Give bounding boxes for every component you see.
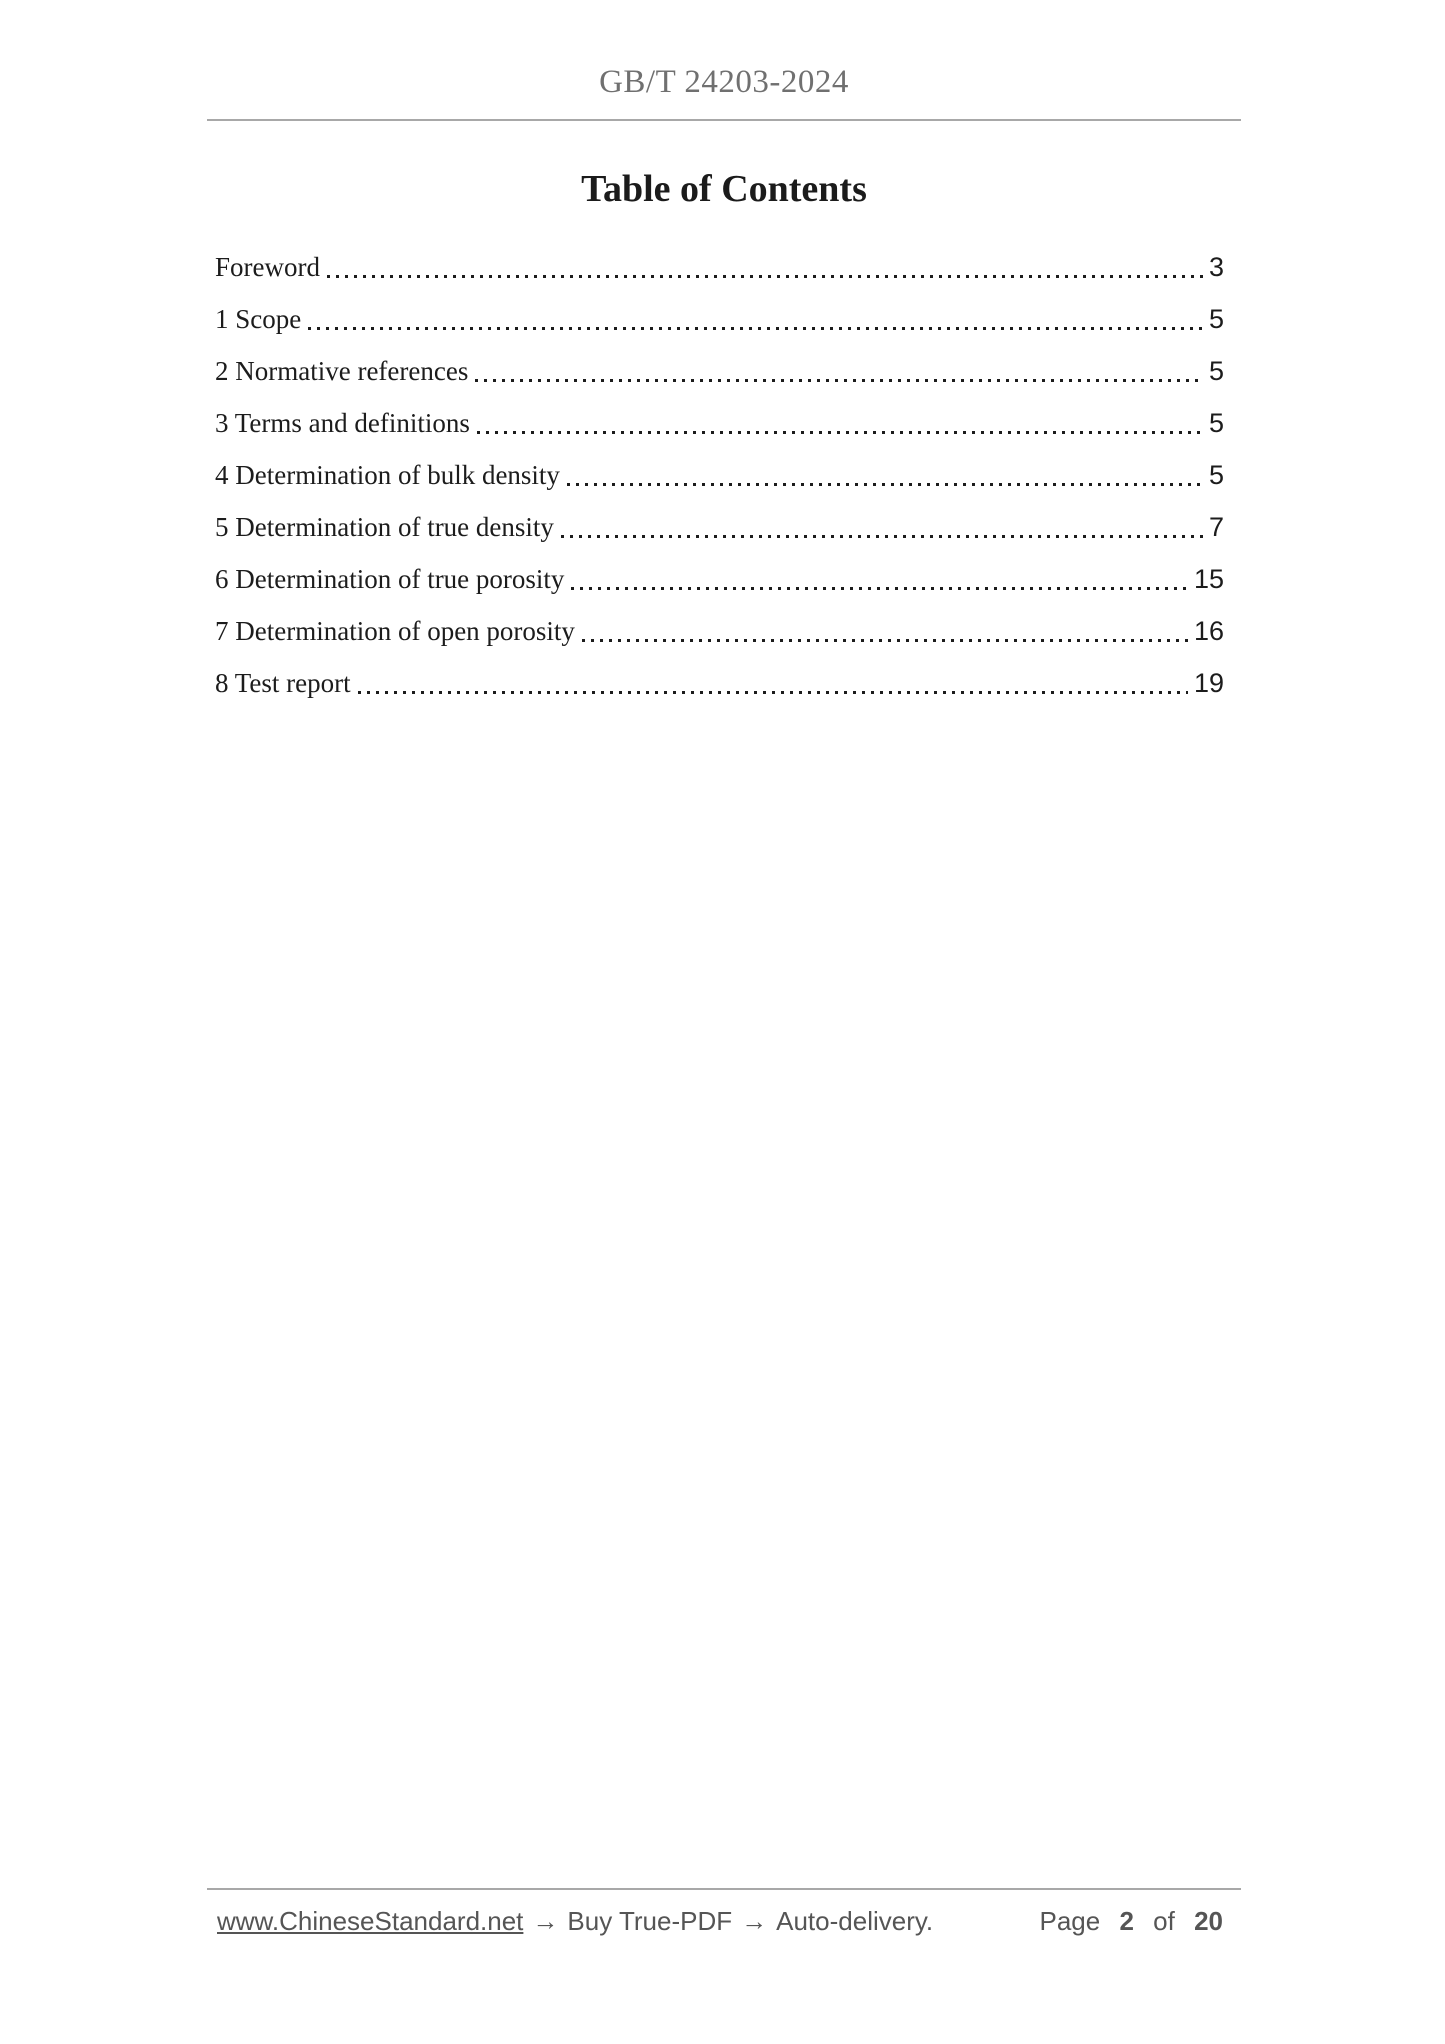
toc-leader-dots — [475, 345, 1203, 397]
footer-website-link[interactable]: www.ChineseStandard.net — [217, 1906, 524, 1936]
toc-entry-label: 6 Determination of true porosity — [215, 563, 565, 594]
toc-entry-terms-definitions[interactable] — [207, 397, 1241, 449]
page-indicator — [1039, 1903, 1241, 1939]
toc-entry-page: 5 — [1208, 303, 1224, 334]
footer-delivery-text: Auto-delivery. — [776, 1906, 934, 1936]
toc-entry-test-report[interactable] — [207, 657, 1241, 709]
toc-entry-label: 1 Scope — [215, 303, 302, 334]
toc-entry-page: 15 — [1193, 563, 1224, 594]
toc-entry-scope[interactable] — [207, 293, 1241, 345]
toc-entry-true-porosity[interactable] — [207, 553, 1241, 605]
toc-entry-label: 3 Terms and definitions — [215, 407, 470, 438]
toc-leader-dots — [327, 241, 1203, 293]
toc-entry-foreword[interactable] — [207, 241, 1241, 293]
toc-entry-page: 5 — [1208, 459, 1224, 490]
toc-entry-page: 19 — [1193, 667, 1224, 698]
toc-entry-label: 7 Determination of open porosity — [215, 615, 575, 646]
arrow-right-icon: → — [741, 1906, 768, 1936]
toc-entry-bulk-density[interactable] — [207, 449, 1241, 501]
toc-entry-label: 2 Normative references — [215, 355, 469, 386]
table-of-contents — [207, 241, 1241, 709]
document-number: GB/T 24203-2024 — [599, 64, 849, 100]
toc-entry-label: 5 Determination of true density — [215, 511, 554, 542]
toc-entry-page: 5 — [1208, 355, 1224, 386]
toc-entry-normative-references[interactable] — [207, 345, 1241, 397]
arrow-right-icon: → — [532, 1906, 559, 1936]
toc-leader-dots — [567, 449, 1203, 501]
toc-entry-page: 3 — [1208, 251, 1224, 282]
toc-entry-label: Foreword — [215, 251, 320, 282]
toc-entry-page: 7 — [1208, 511, 1224, 542]
toc-entry-page: 16 — [1193, 615, 1224, 646]
total-page-count: 20 — [1194, 1906, 1223, 1936]
toc-entry-label: 8 Test report — [215, 667, 351, 698]
toc-entry-label: 4 Determination of bulk density — [215, 459, 560, 490]
toc-leader-dots — [571, 553, 1188, 605]
page-word: Page — [1039, 1906, 1101, 1936]
footer-divider — [207, 1888, 1241, 1890]
header-divider — [207, 119, 1241, 121]
toc-leader-dots — [561, 501, 1203, 553]
toc-leader-dots — [308, 293, 1203, 345]
of-word: of — [1153, 1906, 1175, 1936]
toc-entry-open-porosity[interactable] — [207, 605, 1241, 657]
toc-leader-dots — [477, 397, 1203, 449]
toc-entry-true-density[interactable] — [207, 501, 1241, 553]
page-title: Table of Contents — [581, 168, 867, 210]
toc-leader-dots — [358, 657, 1188, 709]
footer-promo — [207, 1903, 933, 1939]
toc-leader-dots — [582, 605, 1188, 657]
page-footer — [207, 1903, 1241, 1939]
current-page-number: 2 — [1119, 1906, 1134, 1936]
toc-entry-page: 5 — [1208, 407, 1224, 438]
footer-buy-text: Buy True-PDF — [567, 1906, 733, 1936]
